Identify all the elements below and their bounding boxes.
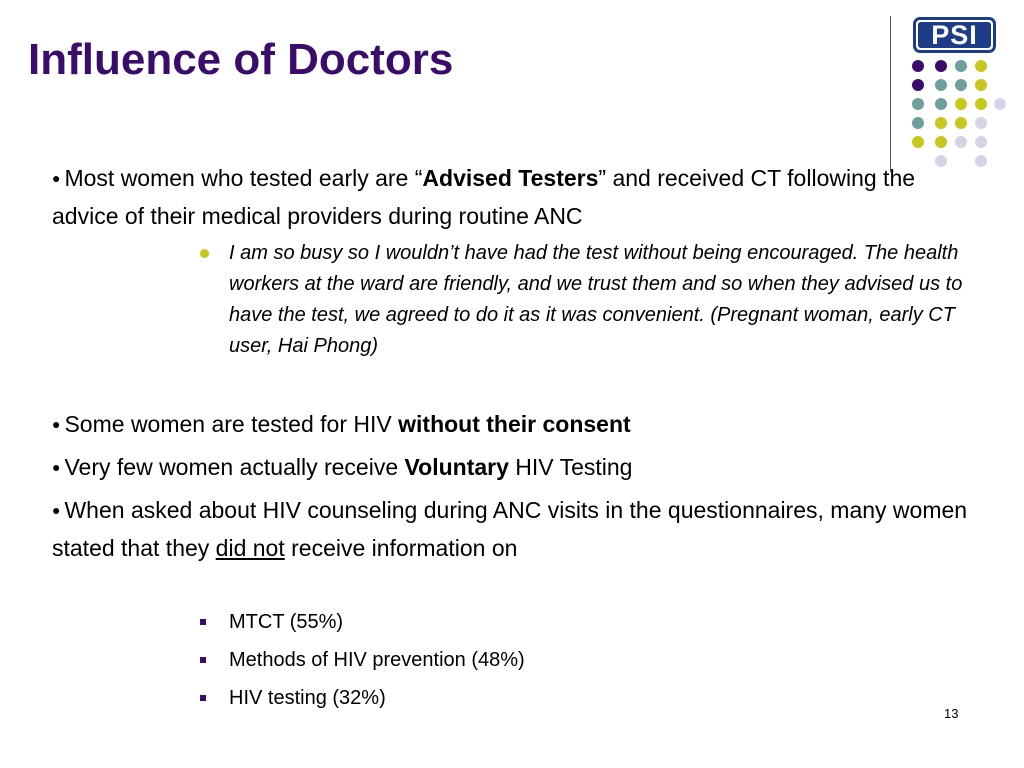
decorative-dot [912, 136, 924, 148]
decorative-dot [955, 98, 967, 110]
decorative-dot [935, 60, 947, 72]
decorative-dot [975, 98, 987, 110]
decorative-dot [955, 79, 967, 91]
sub-bullet-prevention: Methods of HIV prevention (48%) [200, 648, 525, 672]
decorative-dot [975, 155, 987, 167]
decorative-dot [975, 79, 987, 91]
decorative-dot [955, 117, 967, 129]
decorative-dot [975, 60, 987, 72]
decorative-dot [955, 136, 967, 148]
decorative-dot [975, 136, 987, 148]
page-number: 13 [944, 706, 959, 721]
decorative-dot [935, 98, 947, 110]
square-bullet-icon [200, 695, 206, 701]
sub-bullet-testing: HIV testing (32%) [200, 686, 386, 710]
bullet-icon: ● [52, 458, 61, 475]
bullet-without-consent: ● Some women are tested for HIV without their consent [52, 411, 631, 437]
decorative-dot [994, 98, 1006, 110]
bullet-hiv-counseling: ● When asked about HIV counseling during ANC visits in the questionnaires, many women stated that they did not receive information on [52, 497, 968, 561]
bullet-icon: ● [52, 501, 61, 518]
slide-title: Influence of Doctors [28, 35, 454, 84]
header-divider [890, 16, 891, 172]
decorative-dot [935, 79, 947, 91]
sub-bullet-mtct: MTCT (55%) [200, 610, 343, 634]
psi-logo [913, 17, 996, 53]
psi-logo-text: PSI [918, 22, 991, 48]
decorative-dot [912, 60, 924, 72]
decorative-dot [912, 117, 924, 129]
decorative-dot [955, 60, 967, 72]
decorative-dot [912, 98, 924, 110]
square-bullet-icon [200, 657, 206, 663]
bullet-icon: ● [52, 415, 61, 432]
decorative-dot [912, 79, 924, 91]
bullet-voluntary-testing: ● Very few women actually receive Voluntary HIV Testing [52, 454, 633, 480]
decorative-dot [935, 136, 947, 148]
doctor-quote [200, 238, 970, 362]
quote-text: I am so busy so I wouldn’t have had the test without being encouraged. The health workers at the ward are friendly, and we trust them and so when they advised us to have the test, we agreed to do it as it was convenient. (Pregnant woman, early CT user, Hai Phong) [229, 242, 963, 357]
bullet-icon: ● [52, 169, 61, 186]
quote-bullet-icon [200, 249, 209, 258]
decorative-dot [935, 117, 947, 129]
decorative-dot [975, 117, 987, 129]
square-bullet-icon [200, 619, 206, 625]
bullet-advised-testers: ● Most women who tested early are “Advised Testers” and received CT following the advice of their medical providers during routine ANC [52, 165, 916, 229]
